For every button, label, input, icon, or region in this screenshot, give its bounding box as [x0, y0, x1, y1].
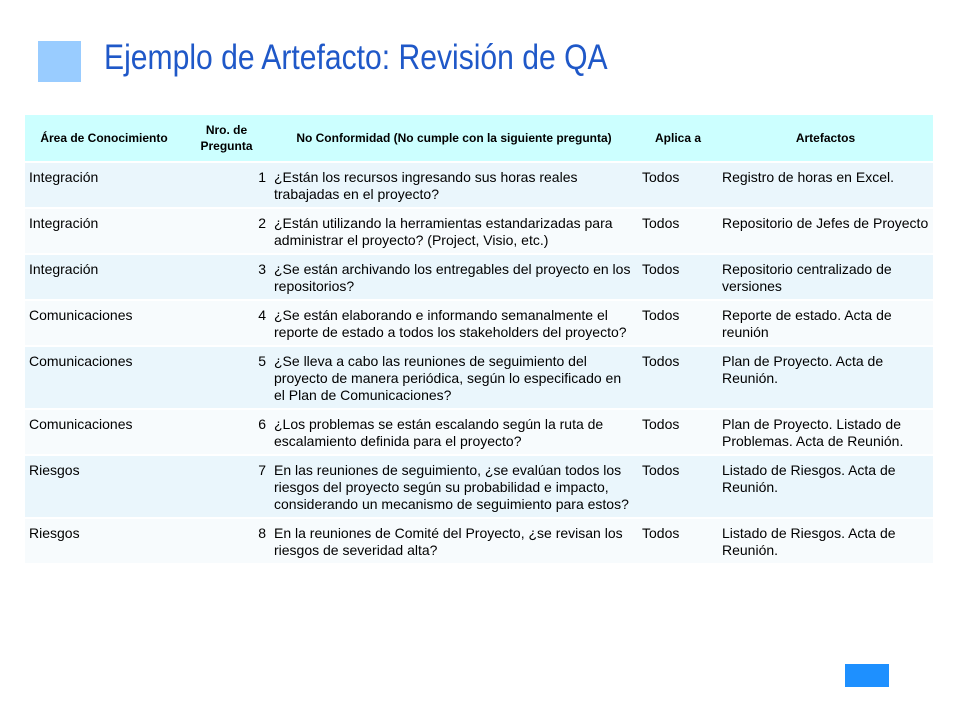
cell-artefactos: Plan de Proyecto. Listado de Problemas. Acta de Reunión.: [718, 409, 933, 455]
header-numero: Nro. de Pregunta: [183, 115, 270, 162]
table-row: [25, 409, 933, 455]
cell-pregunta: ¿Se están archivando los entregables del proyecto en los repositorios?: [270, 254, 638, 300]
table-row: [25, 162, 933, 208]
cell-area: Riesgos: [25, 455, 183, 518]
table-row: [25, 455, 933, 518]
cell-numero: 5: [183, 346, 270, 409]
cell-pregunta: ¿Se lleva a cabo las reuniones de seguimiento del proyecto de manera periódica, según lo especificado en el Plan de Comunicaciones?: [270, 346, 638, 409]
cell-numero: 7: [183, 455, 270, 518]
cell-pregunta: En la reuniones de Comité del Proyecto, ¿se revisan los riesgos de severidad alta?: [270, 518, 638, 564]
cell-aplica: Todos: [638, 409, 718, 455]
cell-numero: 4: [183, 300, 270, 346]
cell-pregunta: ¿Están los recursos ingresando sus horas reales trabajadas en el proyecto?: [270, 162, 638, 208]
header-area: Área de Conocimiento: [25, 115, 183, 162]
header-no-conformidad: No Conformidad (No cumple con la siguiente pregunta): [270, 115, 638, 162]
cell-area: Comunicaciones: [25, 300, 183, 346]
cell-area: Riesgos: [25, 518, 183, 564]
cell-artefactos: Registro de horas en Excel.: [718, 162, 933, 208]
table-row: [25, 300, 933, 346]
cell-aplica: Todos: [638, 254, 718, 300]
cell-area: Integración: [25, 208, 183, 254]
table-header-row: [25, 115, 933, 162]
cell-artefactos: Listado de Riesgos. Acta de Reunión.: [718, 455, 933, 518]
table-row: [25, 254, 933, 300]
cell-pregunta: ¿Están utilizando la herramientas estandarizadas para administrar el proyecto? (Project, Visio, etc.): [270, 208, 638, 254]
cell-aplica: Todos: [638, 346, 718, 409]
cell-area: Integración: [25, 162, 183, 208]
cell-aplica: Todos: [638, 162, 718, 208]
cell-aplica: Todos: [638, 300, 718, 346]
cell-numero: 6: [183, 409, 270, 455]
cell-artefactos: Repositorio centralizado de versiones: [718, 254, 933, 300]
table-row: [25, 208, 933, 254]
cell-aplica: Todos: [638, 518, 718, 564]
cell-numero: 1: [183, 162, 270, 208]
table-row: [25, 518, 933, 564]
cell-artefactos: Plan de Proyecto. Acta de Reunión.: [718, 346, 933, 409]
header-artefactos: Artefactos: [718, 115, 933, 162]
cell-pregunta: ¿Los problemas se están escalando según la ruta de escalamiento definida para el proyecto?: [270, 409, 638, 455]
cell-pregunta: ¿Se están elaborando e informando semanalmente el reporte de estado a todos los stakeholders del proyecto?: [270, 300, 638, 346]
title-accent-square: [38, 41, 81, 82]
cell-area: Comunicaciones: [25, 346, 183, 409]
header-aplica: Aplica a: [638, 115, 718, 162]
cell-area: Comunicaciones: [25, 409, 183, 455]
cell-numero: 2: [183, 208, 270, 254]
cell-aplica: Todos: [638, 208, 718, 254]
cell-artefactos: Reporte de estado. Acta de reunión: [718, 300, 933, 346]
cell-artefactos: Listado de Riesgos. Acta de Reunión.: [718, 518, 933, 564]
cell-numero: 8: [183, 518, 270, 564]
qa-review-table: [25, 115, 933, 565]
cell-pregunta: En las reuniones de seguimiento, ¿se evalúan todos los riesgos del proyecto según su probabilidad e impacto, considerando un mecanismo de seguimiento para estos?: [270, 455, 638, 518]
cell-area: Integración: [25, 254, 183, 300]
cell-numero: 3: [183, 254, 270, 300]
cell-artefactos: Repositorio de Jefes de Proyecto: [718, 208, 933, 254]
corner-accent-square: [845, 664, 889, 687]
table-row: [25, 346, 933, 409]
slide-title: Ejemplo de Artefacto: Revisión de QA: [104, 38, 608, 77]
cell-aplica: Todos: [638, 455, 718, 518]
